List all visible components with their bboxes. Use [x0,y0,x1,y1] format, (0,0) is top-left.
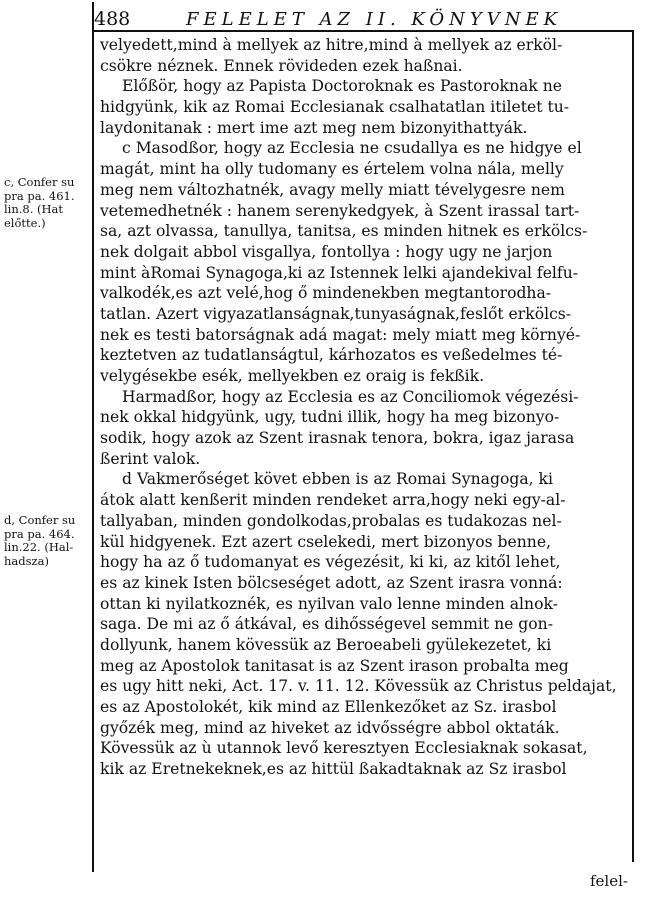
text-line: Előßör, hogy az Papista Doctoroknak es Pastoroknak ne [122,77,563,96]
header-rule [92,30,632,32]
text-line: vetemedhetnék : hanem serenykedgyek, à Szent irassal tart- [100,201,580,220]
text-line: keztetven az tudatlanságtul, kárhozatos es veßedelmes té- [100,346,563,365]
margin-note-line: lin.22. (Hal- [4,541,74,554]
text-line: tallyaban, minden gondolkodas,probalas es tudakozas nel- [100,511,562,530]
text-line: hogy ha az ő tudomanyat es végezésit, ki ki, az kitől lehet, [100,553,561,572]
catchword: felel- [590,872,628,890]
text-line: saga. De mi az ő átkával, es dihősségevel semmit ne gon- [100,615,553,634]
body-text [100,35,630,780]
text-line: kül hidgyenek. Ezt azert cselekedi, mert bizonyos benne, [100,532,552,551]
text-line: Harmadßor, hogy az Ecclesia es az Conciliomok végezési- [122,387,579,406]
text-line: dollyunk, hanem kövessük az Beroeabeli gyülekezetet, ki [100,635,552,654]
margin-note-line: lin.8. (Hat [4,203,64,216]
text-line: laydonitanak : mert ime azt meg nem bizonyithattyák. [100,118,528,137]
text-line: meg az Apostolok tanitasat is az Szent irason probalta meg [100,656,569,675]
text-line: c Masodßor, hogy az Ecclesia ne csudallya es ne hidgye el [122,139,582,158]
text-line: mint àRomai Synagoga,ki az Istennek lelki ajandekival felfu- [100,263,579,282]
margin-note-c [4,176,88,230]
text-line: sa, azt olvassa, tanullya, tanitsa, es minden hitnek es erkölcs- [100,222,588,241]
text-line: sodik, hogy azok az Szent irasnak tenora, bokra, igaz jarasa [100,429,575,448]
text-line: Kövessük az ù utannok levő keresztyen Ecclesiaknak sokasat, [100,739,588,758]
text-line: es az Apostolokét, kik mind az Ellenkezőket az Sz. irasbol [100,698,557,716]
text-line: es ugy hitt neki, Act. 17. v. 11. 12. Kövessük az Christus peldajat, [100,677,617,696]
page-number: 488 [94,8,131,30]
text-line: átok alatt kenßerit minden rendeket arra,hogy neki egy-al- [100,491,566,510]
text-line: meg nem változhatnék, avagy melly miatt tévelygesre nem [100,180,565,199]
text-line: d Vakmerőséget követ ebben is az Romai Synagoga, ki [122,470,553,489]
margin-note-line: pra pa. 461. [4,189,75,203]
text-line: velyedett,mind à mellyek az hitre,mind à mellyek az erköl- [100,36,563,54]
text-line: ottan ki nyilatkoznék, es nyilvan valo lenne minden alnok- [100,594,558,613]
text-line: nek dolgait abbol visgallya, fontollya : hogy ugy ne jarjon [100,242,553,261]
margin-note-d [4,514,88,568]
margin-note-line: pra pa. 464. [4,527,75,541]
text-line: nek es testi batorságnak adá magat: mely miatt meg környé- [100,325,581,344]
margin-rule-left [92,2,94,872]
text-line: nek okkal hidgyünk, ugy, tudni illik, hogy ha meg bizonyo- [100,408,560,427]
margin-note-line: c, Confer su [4,176,75,189]
margin-note-line: hadsza) [4,554,49,568]
text-line: győzék meg, mind az hiveket az idvősségre abbol oktaták. [100,718,560,737]
text-line: valkodék,es azt velé,hog ő mindenekben megtantorodha- [100,284,552,303]
text-line: csökre néznek. Ennek rövideden ezek haßnai. [100,56,463,75]
text-line: es az kinek Isten bölcseséget adott, az Szent irasra vonná: [100,573,563,592]
text-line: ßerint valok. [100,449,201,468]
text-line: magát, mint ha olly tudomany es értelem volna nála, melly [100,160,564,179]
text-line: hidgyünk, kik az Romai Ecclesianak csalhatatlan itiletet tu- [100,98,570,117]
running-title: FELELET AZ II. KÖNYVNEK [186,9,563,30]
text-line: tatlan. Azert vigyazatlanságnak,tunyaságnak,feslőt erkölcs- [100,304,572,323]
page-header [86,6,634,32]
text-line: kik az Eretnekeknek,es az hittül ßakadtaknak az Sz irasbol [100,760,567,779]
margin-rule-right [632,30,634,862]
margin-note-line: előtte.) [4,216,46,230]
margin-note-line: d, Confer su [4,514,76,527]
text-line: velygésekbe esék, mellyekben ez oraig is fekßik. [100,367,485,385]
